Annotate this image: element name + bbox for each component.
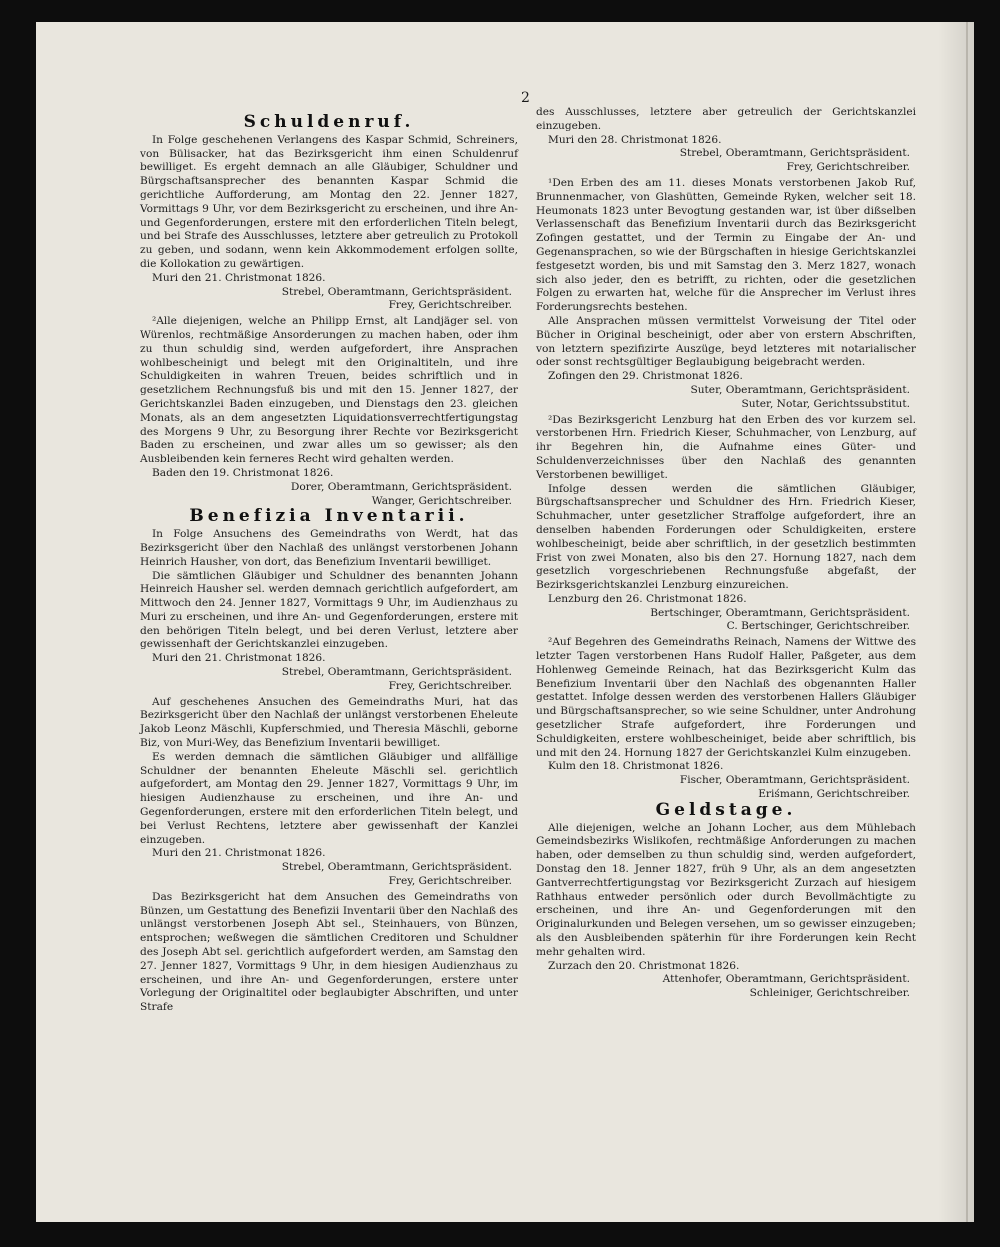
notice-signature: Attenhofer, Oberamtmann, Gerichtspräsident. xyxy=(662,973,910,986)
notice-signature: Schleiniger, Gerichtschreiber. xyxy=(749,987,910,1000)
notice-signature: C. Bertschinger, Gerichtschreiber. xyxy=(726,620,910,633)
section-heading-schuldenruf: Schuldenruf. xyxy=(243,112,415,132)
notice-signature: Strebel, Oberamtmann, Gerichtspräsident. xyxy=(281,861,512,874)
notice-signature: Frey, Gerichtschreiber. xyxy=(388,679,512,692)
notice-signature: Strebel, Oberamtmann, Gerichtspräsident. xyxy=(281,285,512,298)
section-heading-geldstage: Geldstage. xyxy=(655,799,797,820)
notice-place-date: Zurzach den 20. Christmonat 1826. xyxy=(548,959,740,972)
notice-signature: Suter, Notar, Gerichtssubstitut. xyxy=(741,397,910,410)
notice-paragraph: Infolge dessen werden die sämtlichen Gläubiger, Bürgschaftsansprecher und Schuldner des Hrn. Friedrich Kieser, Schuhmacher, unter gesetzlicher Straffolge aufgefordert, ihre an denselben habenden Forderungen oder Schuldigkeiten, erstere wohlbescheinigt, beide aber schriftlich, in der gesetzlich bestimmten Frist von zwei Monaten, also bis den 27. Hornung 1827, nach dem gesetzlich vorgeschriebenen Rechnungsfuße abgefaßt, der Bezirksgerichtskanzlei Lenzburg einzureichen. xyxy=(536,482,916,592)
notice-place-date: Muri den 21. Christmonat 1826. xyxy=(152,652,326,665)
notice-signature: Strebel, Oberamtmann, Gerichtspräsident. xyxy=(281,666,512,679)
notice-paragraph: Auf geschehenes Ansuchen des Gemeindraths Muri, hat das Bezirksgericht über den Nachlaß der unlängst verstorbenen Eheleute Jakob Leonz Mäschli, Kupferschmied, und Theresia Mäschli, geborne Biz, von Muri-Wey, das Benefizium Inventarii bewilliget. xyxy=(140,695,518,750)
notice-signature: Frey, Gerichtschreiber. xyxy=(388,875,512,888)
newspaper-page xyxy=(36,22,974,1222)
left-column xyxy=(140,114,518,1015)
right-column xyxy=(536,106,916,1001)
notice-signature: Eriśmann, Gerichtschreiber. xyxy=(758,788,910,801)
notice-signature: Fischer, Oberamtmann, Gerichtspräsident. xyxy=(679,774,910,787)
notice-place-date: Kulm den 18. Christmonat 1826. xyxy=(548,760,724,773)
notice-paragraph: Alle diejenigen, welche an Johann Locher, aus dem Mühlebach Gemeindsbezirks Wislikofen, rechtmäßige Anforderungen zu machen haben, oder demselben zu thun schuldig sind, werden aufgefordert, Donstag den 18. Jenner 1827, früh 9 Uhr, als an dem angesetzten Gantverrechtfertigungstag vor Bezirksgericht Zurzach auf hiesigem Rathhaus entweder persönlich oder durch Bevollmächtigte zu erscheinen, und ihre An- und Gegenforderungen mit den Originalurkunden und Belegen versehen, um so gewisser einzugeben; als den Ausbleibenden späterhin für ihre Forderungen kein Recht mehr gehalten wird. xyxy=(536,821,916,958)
notice-signature: Frey, Gerichtschreiber. xyxy=(786,161,910,174)
notice-signature: Suter, Oberamtmann, Gerichtspräsident. xyxy=(690,383,910,396)
notice-place-date: Muri den 28. Christmonat 1826. xyxy=(548,133,722,146)
section-heading-benefizia-inventarii: Benefizia Inventarii. xyxy=(189,506,469,527)
notice-paragraph: Die sämtlichen Gläubiger und Schuldner des benannten Johann Heinreich Hausher sel. werden demnach gerichtlich aufgefordert, am Mittwoch den 24. Jenner 1827, Vormittags 9 Uhr, im Audienzhaus zu Muri zu erscheinen, und ihre An- und Gegenforderungen, erstere mit den behörigen Titeln belegt, und bei deren Verlust, letztere aber gewissenhaft der Gerichtskanzlei einzugeben. xyxy=(140,569,518,651)
notice-place-date: Muri den 21. Christmonat 1826. xyxy=(152,271,326,284)
notice-signature: Dorer, Oberamtmann, Gerichtspräsident. xyxy=(290,480,512,493)
page-edge-shadow xyxy=(938,22,974,1222)
notice-place-date: Zofingen den 29. Christmonat 1826. xyxy=(548,370,743,383)
notice-paragraph: ¹Den Erben des am 11. dieses Monats verstorbenen Jakob Ruf, Brunnenmacher, von Glashütten, Gemeinde Ryken, welcher seit 18. Heumonats 1823 unter Bevogtung gestanden war, ist über dißselben Verlassenschaft das Benefizium Inventarii durch das Bezirksgericht Zofingen gestattet, und der Termin zu Eingabe der An- und Gegenansprachen, so wie der Bürgschaften in hiesige Gerichtskanzlei festgesetzt worden, bis und mit Samstag den 3. Merz 1827, wonach sich also jeder, den es betrifft, zu richten, oder die gesetzlichen Folgen zu erwarten hat, welche für die Ansprecher im Verlust ihres Forderungsrechts bestehen. xyxy=(536,176,916,314)
notice-paragraph: Es werden demnach die sämtlichen Gläubiger und allfällige Schuldner der benannten Eheleute Mäschli sel. gerichtlich aufgefordert, am Montag den 29. Jenner 1827, Vormittags 9 Uhr, im hiesigen Audienzhause zu erscheinen, und ihre An- und Gegenforderungen, erstere mit den erforderlichen Titeln belegt, und bei Verlust Rechtens, letztere aber gewissenhaft der Kanzlei einzugeben. xyxy=(140,750,518,846)
notice-paragraph: des Ausschlusses, letztere aber getreulich der Gerichtskanzlei einzugeben. xyxy=(536,106,916,132)
page-number: 2 xyxy=(521,90,530,106)
notice-paragraph: Das Bezirksgericht hat dem Ansuchen des Gemeindraths von Bünzen, um Gestattung des Benefizii Inventarii über den Nachlaß des unlängst verstorbenen Joseph Abt sel., Steinhauers, von Bünzen, entsprochen; weßwegen die sämtlichen Creditoren und Schuldner des Joseph Abt sel. gerichtlich aufgefordert werden, am Samstag den 27. Jenner 1827, Vormittags 9 Uhr, in dem hiesigen Audienzhaus zu erscheinen, und ihre An- und Gegenforderungen, erstere unter Vorlegung der Originaltitel oder beglaubigter Abschriften, und unter Strafe xyxy=(140,890,518,1014)
notice-place-date: Lenzburg den 26. Christmonat 1826. xyxy=(548,592,747,605)
notice-signature: Bertschinger, Oberamtmann, Gerichtspräsident. xyxy=(650,606,910,619)
notice-place-date: Baden den 19. Christmonat 1826. xyxy=(152,466,334,479)
notice-paragraph: ²Das Bezirksgericht Lenzburg hat den Erben des vor kurzem sel. verstorbenen Hrn. Friedrich Kieser, Schuhmacher, von Lenzburg, auf ihr Begehren hin, die Aufnahme eines Güter- und Schuldenverzeichnisses über den Nachlaß des genannten Verstorbenen bewilliget. xyxy=(536,413,916,481)
notice-signature: Strebel, Oberamtmann, Gerichtspräsident. xyxy=(679,147,910,160)
notice-signature: Wanger, Gerichtschreiber. xyxy=(371,494,512,507)
notice-place-date: Muri den 21. Christmonat 1826. xyxy=(152,847,326,860)
notice-paragraph: ²Alle diejenigen, welche an Philipp Ernst, alt Landjäger sel. von Würenlos, rechtmäßige Ansorderungen zu machen haben, oder ihm zu thun schuldig sind, werden aufgefordert, ihre Ansprachen wohlbescheinigt und belegt mit den Originaltiteln, und ihre Schuldigkeiten in wahren Treuen, beides schriftlich und in gesetzlichem Rechnungsfuß bis und mit den 15. Jenner 1827, der Gerichtskanzlei Baden einzugeben, und Dienstags den 23. gleichen Monats, als an dem angesetzten Liquidationsverrechtfertigungstag des Morgens 9 Uhr, zu Besorgung ihrer Rechte vor Bezirksgericht Baden zu erscheinen, und zwar alles um so gewisser; als den Ausbleibenden kein ferneres Recht wird gehalten werden. xyxy=(140,315,518,466)
notice-paragraph: In Folge Ansuchens des Gemeindraths von Werdt, hat das Bezirksgericht über den Nachlaß des unlängst verstorbenen Johann Heinrich Hausher, von dort, das Benefizium Inventarii bewilliget. xyxy=(140,528,518,568)
notice-paragraph: Alle Ansprachen müssen vermittelst Vorweisung der Titel oder Bücher in Original bescheinigt, oder aber von erstern Abschriften, von letztern spezifizirte Auszüge, beyd letzteres mit notarialischer oder sonst rechtsgültiger Beglaubigung beigebracht werden. xyxy=(536,314,916,369)
notice-paragraph: In Folge geschehenen Verlangens des Kaspar Schmid, Schreiners, von Bülisacker, hat das Bezirksgericht ihm einen Schuldenruf bewilliget. Es ergeht demnach an alle Gläubiger, Schuldner und Bürgschaftsansprecher des benannten Kaspar Schmid die gerichtliche Aufforderung, am Montag den 22. Jenner 1827, Vormittags 9 Uhr, vor dem Bezirksgericht zu erscheinen, und ihre An- und Gegenforderungen, erstere mit den erforderlichen Titeln belegt, und bei Strafe des Ausschlusses, letztere aber getreulich zu Protokoll zu geben, und sodann, wenn kein Akkommodement erfolgen sollte, die Kollokation zu gewärtigen. xyxy=(140,133,518,270)
notice-paragraph: ²Auf Begehren des Gemeindraths Reinach, Namens der Wittwe des letzter Tagen verstorbenen Hans Rudolf Haller, Paßgeter, aus dem Hohlenweg Gemeinde Reinach, hat das Bezirksgericht Kulm das Benefizium Inventarii über den Nachlaß des obgenannten Haller gestattet. Infolge dessen werden des verstorbenen Hallers Gläubiger und Bürgschaftsansprecher, so wie seine Schuldner, unter Androhung gesetzlicher Strafe aufgefordert, ihre Forderungen und Schuldigkeiten, erstere wohlbescheiniget, beide aber schriftlich, bis und mit den 24. Hornung 1827 der Gerichtskanzlei Kulm einzugeben. xyxy=(536,636,916,759)
notice-signature: Frey, Gerichtschreiber. xyxy=(388,299,512,312)
